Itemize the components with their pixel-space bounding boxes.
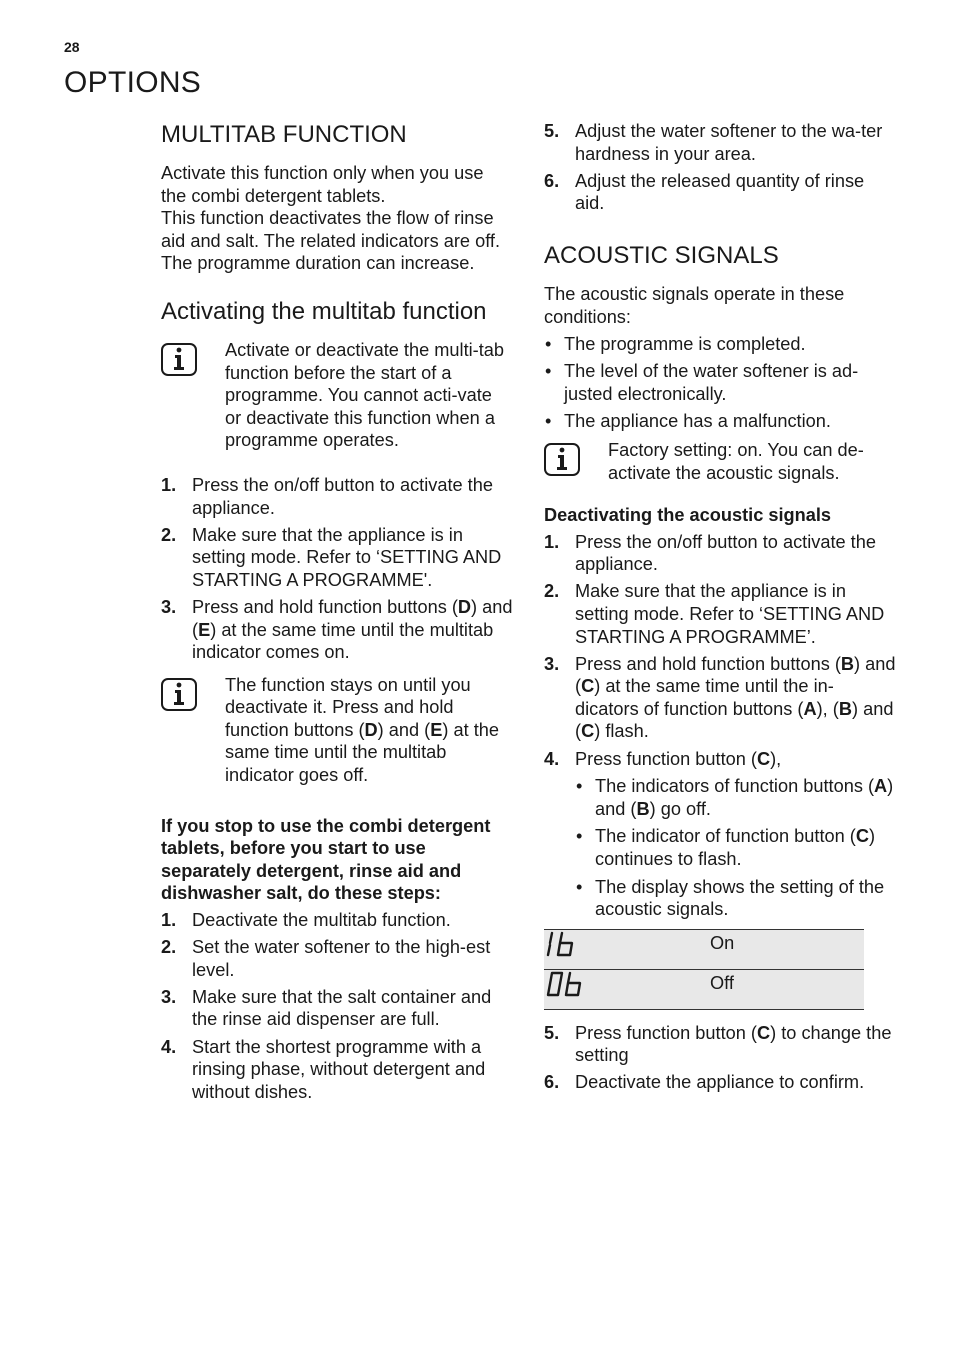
info-icon	[161, 678, 197, 711]
info-note-text: The function stays on until you deactivate it. Press and hold function buttons (D) and (E) at the same time until the multitab indicator goes off.	[225, 674, 500, 786]
info-note	[161, 339, 513, 452]
list-item: 6. Deactivate the appliance to confirm.	[544, 1072, 865, 1093]
list-item: 2. Set the water softener to the high-est level.	[161, 937, 491, 980]
info-note-text: Factory setting: on. You can de-activate the acoustic signals.	[608, 439, 864, 483]
list-item: 6. Adjust the released quantity of rinse aid.	[544, 170, 865, 214]
list-item: 3. Make sure that the salt container and the rinse aid dispenser are full.	[161, 986, 492, 1030]
page-number: 28	[64, 39, 80, 55]
stop-steps-continued	[544, 120, 896, 215]
list-item: 4. Start the shortest programme with a rinsing phase, without detergent and without dishes.	[161, 1036, 486, 1102]
list-item: 1. Press the on/off button to activate the appliance.	[161, 474, 493, 518]
list-item: 1. Deactivate the multitab function.	[161, 910, 451, 931]
deactivating-steps-final	[544, 1022, 896, 1094]
page-title: OPTIONS	[64, 66, 202, 99]
left-column	[161, 120, 513, 1108]
multitab-heading: MULTITAB FUNCTION	[161, 121, 407, 148]
list-item: 1. Press the on/off button to activate the appliance.	[544, 531, 876, 575]
display-settings-table	[544, 929, 864, 1010]
activating-heading: Activating the multitab function	[161, 297, 487, 325]
list-item: 3. Press and hold function buttons (B) and (C) at the same time until the in-dicators of function buttons (A), (B) and (C) flash.	[544, 653, 896, 742]
list-item: • The display shows the setting of the acoustic signals.	[576, 876, 885, 920]
table-row	[544, 969, 864, 1009]
list-item: 3. Press and hold function buttons (D) and (E) at the same time until the multitab indicator comes on.	[161, 596, 513, 663]
info-note	[161, 674, 513, 787]
list-item: • The appliance has a malfunction.	[545, 411, 831, 432]
list-item: • The programme is completed.	[545, 333, 806, 354]
step4-bullets	[575, 775, 896, 921]
info-note	[544, 439, 896, 484]
list-item: 5. Press function button (C) to change the setting	[544, 1022, 892, 1066]
right-column	[544, 120, 896, 1099]
stop-heading: If you stop to use the combi detergent tablets, before you start to use separately detergent, rinse aid and dishwasher salt, do these steps:	[161, 815, 491, 904]
multitab-intro-3: The programme duration can increase.	[161, 253, 475, 274]
display-label-on: On	[706, 929, 864, 969]
table-row	[544, 929, 864, 969]
seven-segment-display-icon	[546, 970, 586, 998]
display-digits-off	[544, 969, 706, 1009]
acoustic-heading: ACOUSTIC SIGNALS	[544, 242, 779, 270]
list-item: • The indicators of function buttons (A) and (B) go off.	[576, 776, 894, 819]
list-item: 4. Press function button (C), • The indicators of function buttons (A) and (B) go off. • The indicator of function button (C) continues to flash. • The display shows the setting of the acoustic signals.	[544, 748, 896, 921]
list-item: • The level of the water softener is ad-justed electronically.	[545, 361, 859, 404]
list-item: 2. Make sure that the appliance is in setting mode. Refer to ‘SETTING AND STARTING A PROGRAMME’.	[544, 581, 885, 647]
seven-segment-display-icon	[546, 930, 580, 958]
stop-steps	[161, 909, 513, 1103]
multitab-intro-2: This function deactivates the flow of rinse aid and salt. The related indicators are off.	[161, 208, 501, 251]
deactivating-steps	[544, 531, 896, 921]
acoustic-conditions	[544, 333, 896, 433]
info-icon	[544, 443, 580, 476]
multitab-intro-1: Activate this function only when you use the combi detergent tablets.	[161, 163, 484, 206]
display-label-off: Off	[706, 969, 864, 1009]
list-item: • The indicator of function button (C) continues to flash.	[576, 826, 876, 869]
deactivating-heading: Deactivating the acoustic signals	[544, 505, 832, 526]
display-digits-on	[544, 929, 706, 969]
list-item: 5. Adjust the water softener to the wa-ter hardness in your area.	[544, 121, 883, 164]
acoustic-intro: The acoustic signals operate in these conditions:	[544, 284, 845, 327]
activating-steps	[161, 474, 513, 664]
list-item: 2. Make sure that the appliance is in setting mode. Refer to ‘SETTING AND STARTING A PROGRAMME'.	[161, 524, 502, 590]
info-note-text: Activate or deactivate the multi-tab function before the start of a programme. You cannot acti-vate or deactivate this function when a programme operates.	[225, 339, 505, 451]
info-icon	[161, 343, 197, 376]
